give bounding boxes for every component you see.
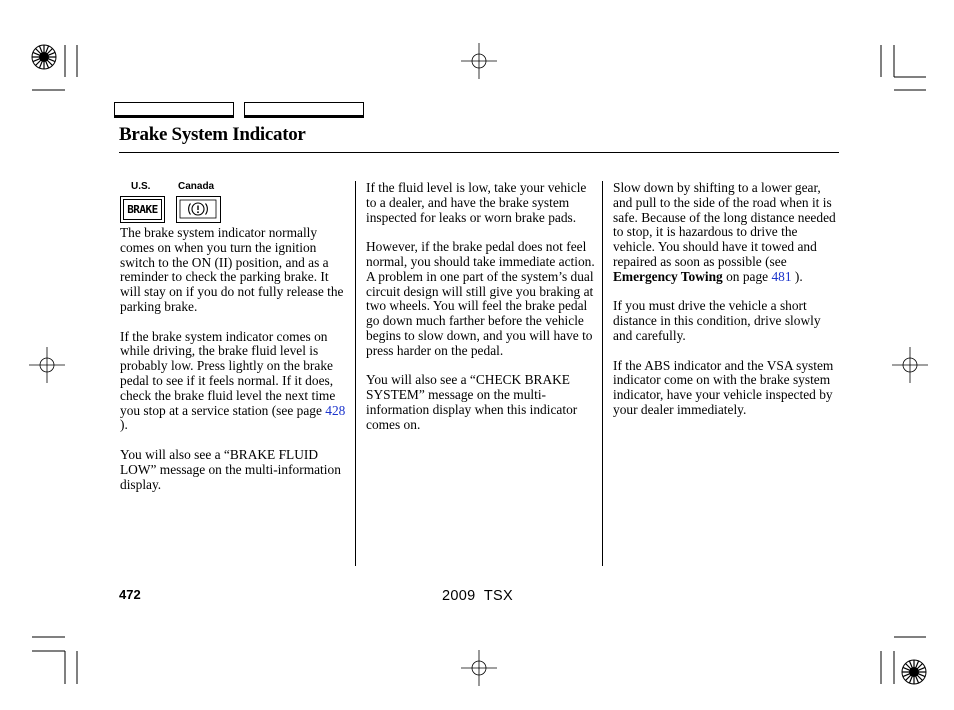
registration-mark-bottom [461,650,497,686]
col2-paragraph-2: However, if the brake pedal does not feel normal, you should take immediate action. A problem in one part of the system’s dual circuit design will still give you braking at two wheels. You will feel the brake pedal go down much farther before the vehicle begins to slow down, and you will have to press harder on the pedal. [366,239,595,358]
page-number: 472 [119,587,141,602]
col1-paragraph-2: If the brake system indicator comes on while driving, the brake fluid level is probably low. Press lightly on the brake pedal to see if it feels normal. If it does, check the brake fluid level the next time you stop at a service station (see page 428 ). [120,328,346,433]
header-tab-box-1 [114,102,234,118]
emergency-towing-reference: Emergency Towing [613,268,723,284]
brake-indicator-canada [176,196,221,223]
col3-paragraph-1: Slow down by shifting to a lower gear, and pull to the side of the road when it is safe. Because of the long distance needed to stop, it is hazardous to drive the vehicle. You should have it towed and repaired as soon as possible (see Emergency Towing on page 481 ). [613,180,836,284]
page-link-428[interactable]: 428 [325,402,346,418]
col1-paragraph-1: The brake system indicator normally comes on when you turn the ignition switch to the ON (II) position, and as a reminder to check the parking brake. It will stay on if you do not fully release the parking brake. [120,225,344,314]
header-tab-box-2 [244,102,364,118]
column-3 [613,181,839,433]
registration-mark-left [29,347,65,383]
page-link-481[interactable]: 481 [771,268,792,284]
model-label: 2009 TSX [442,588,513,604]
registration-mark-right [892,347,928,383]
us-label: U.S. [131,181,151,192]
col2-paragraph-1: If the fluid level is low, take your vehicle to a dealer, and have the brake system inspected for leaks or worn brake pads. [366,180,587,225]
brake-warning-icon [177,197,219,221]
brake-indicator-text: BRAKE [123,199,162,220]
column-divider-2 [602,181,603,566]
page-title: Brake System Indicator [119,124,306,145]
column-1 [120,226,350,507]
starburst-mark-top-left [30,43,58,71]
column-2 [366,181,596,447]
col3-paragraph-2: If you must drive the vehicle a short distance in this condition, drive slowly and carefully. [613,298,821,343]
column-divider-1 [355,181,356,566]
col2-paragraph-3: You will also see a “CHECK BRAKE SYSTEM” message on the multi-information display when this indicator comes on. [366,372,578,432]
starburst-mark-bottom-right [900,658,928,686]
col3-paragraph-3: If the ABS indicator and the VSA system indicator come on with the brake system indicator, have your vehicle inspected by your dealer immediately. [613,357,834,417]
canada-label: Canada [178,181,215,192]
registration-mark-top [461,43,497,79]
title-rule [119,152,839,153]
col1-paragraph-3: You will also see a “BRAKE FLUID LOW” message on the multi-information display. [120,446,341,492]
brake-indicator-us [120,196,165,223]
